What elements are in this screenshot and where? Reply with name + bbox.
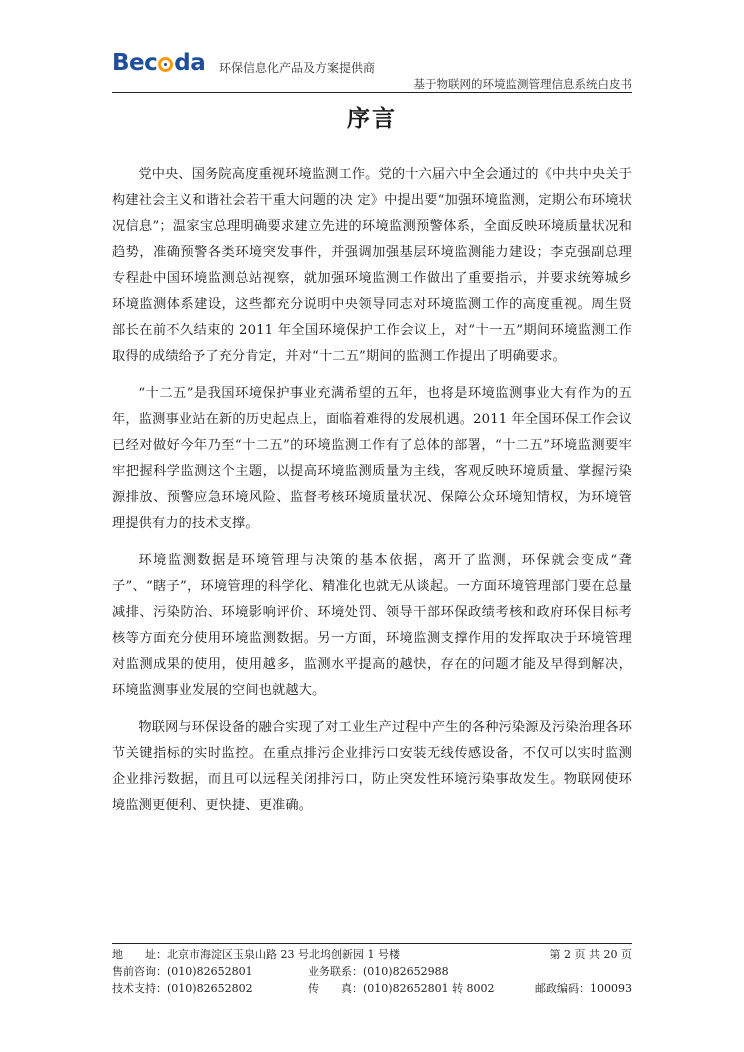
paragraph-1: 党中央、国务院高度重视环境监测工作。党的十六届六中全会通过的《中共中央关于构建社会主义和谐社会若干重大问题的决 定》中提出要“加强环境监测，定期公布环境状况信息”；温家宝总理明确要求建立先进的环境监测预警体系，全面反映环境质量状况和趋势，准确预警各类环境突发事件，并强调加强基层环境监测能力建设；李克强副总理专程赴中国环境监测总站视察，就加强环境监测工作做出了重要指示，并要求统筹城乡环境监测体系建设，这些都充分说明中央领导同志对环境监测工作的高度重视。周生贤部长在前不久结束的 2011 年全国环境保护工作会议上，对“十一五”期间环境监测工作取得的成绩给予了充分肯定，并对“十二五”期间的监测工作提出了明确要求。 [112,167,632,364]
logo-ring-icon [158,57,173,72]
footer-page-info: 第 2 页 共 20 页 [549,948,632,961]
page-header [112,50,632,90]
header-divider [112,92,632,93]
becoda-logo: Bec da [112,50,206,76]
footer-fax: 传 真：(010)82652801 转 8002 [308,982,495,995]
document-body [112,162,632,830]
footer-divider [112,943,632,944]
company-tagline: 环保信息化产品及方案提供商 [219,61,376,75]
footer-address: 地 址：北京市海淀区玉泉山路 23 号北坞创新园 1 号楼 [112,948,400,961]
footer-support: 技术支持：(010)82652802 [112,982,253,995]
footer-business: 业务联系：(010)82652988 [308,965,449,978]
paragraph-3: 环境监测数据是环境管理与决策的基本依据，离开了监测，环保就会变成“聋子”、“瞎子”，环境管理的科学化、精准化也就无从谈起。一方面环境管理部门要在总量减排、污染防治、环境影响评价、环境处罚、领导干部环保政绩考核和政府环保目标考核等方面充分使用环境监测数据。另一方面，环境监测支撑作用的发挥取决于环境管理对监测成果的使用，使用越多，监测水平提高的越快，存在的问题才能及早得到解决，环境监测事业发展的空间也就越大。 [112,553,632,698]
footer-postcode: 邮政编码：100093 [535,982,632,995]
document-title: 基于物联网的环境监测管理信息系统白皮书 [413,77,632,91]
paragraph-2: “十二五”是我国环境保护事业充满希望的五年，也将是环境监测事业大有作为的五年，监测事业站在新的历史起点上，面临着难得的发展机遇。2011 年全国环保工作会议已经对做好今年乃至“十二五”的环境监测工作有了总体的部署，“十二五”环境监测要牢牢把握科学监测这个主题，以提高环境监测质量为主线，客观反映环境质量、掌握污染源排放、预警应急环境风险、监督考核环境质量状况、保障公众环境知情权，为环境管理提供有力的技术支撑。 [112,386,632,531]
page-footer [112,946,632,997]
paragraph-4: 物联网与环保设备的融合实现了对工业生产过程中产生的各种污染源及污染治理各环节关键指标的实时监控。在重点排污企业排污口安装无线传感设备，不仅可以实时监测企业排污数据，而且可以远程关闭排污口，防止突发性环境污染事故发生。物联网使环境监测更便利、更快捷、更准确。 [112,720,632,813]
page-heading: 序言 [347,105,397,132]
footer-presales: 售前咨询：(010)82652801 [112,965,253,978]
